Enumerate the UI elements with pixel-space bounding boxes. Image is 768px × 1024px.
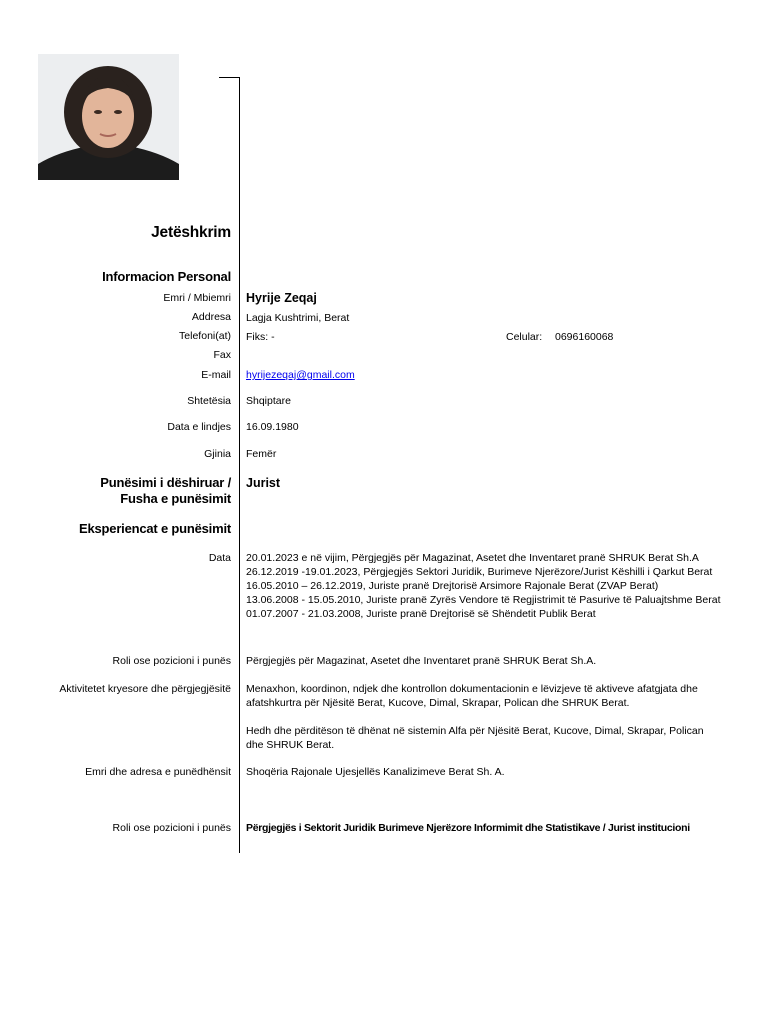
profile-photo — [38, 54, 179, 180]
nationality-value: Shqiptare — [246, 395, 291, 407]
nationality-label: Shtetësia — [187, 395, 231, 407]
mobile-value: 0696160068 — [555, 331, 614, 343]
activities-p2-line1: Hedh dhe përditëson të dhënat në sistemin Alfa për Njësitë Berat, Kucove, Dimal, Skrapar, Polican — [246, 725, 704, 737]
activities-p1-line2: afatshkurtra për Njësitë Berat, Kucove, Dimal, Skrapar, Polican dhe SHRUK Berat. — [246, 697, 630, 709]
role2-value: Përgjegjës i Sektorit Juridik Burimeve Njerëzore Informimit dhe Statistikave / Jurist institucioni — [246, 822, 690, 834]
email-link[interactable]: hyrijezeqaj@gmail.com — [246, 369, 355, 381]
address-label: Addresa — [191, 311, 231, 323]
activities-p2-line2: dhe SHRUK Berat. — [246, 739, 335, 751]
personal-info-heading: Informacion Personal — [102, 269, 231, 284]
date-entry-3: 16.05.2010 – 26.12.2019, Juriste pranë Drejtorisë Arsimore Rajonale Berat (ZVAP Berat) — [246, 580, 659, 592]
experience-heading: Eksperiencat e punësimit — [79, 521, 231, 536]
name-label: Emri / Mbiemri — [163, 292, 231, 304]
fax-label: Fax — [213, 349, 231, 361]
activities-label: Aktivitetet kryesore dhe përgjegjësitë — [59, 683, 231, 695]
email-label: E-mail — [201, 369, 231, 381]
date-label: Data — [208, 552, 231, 564]
page-title: Jetëshkrim — [151, 224, 231, 241]
gender-label: Gjinia — [204, 448, 231, 460]
employer-value: Shoqëria Rajonale Ujesjellës Kanalizimeve Berat Sh. A. — [246, 766, 505, 778]
desired-employment-value: Jurist — [246, 476, 281, 490]
gender-value: Femër — [246, 448, 277, 460]
full-name: Hyrije Zeqaj — [246, 291, 317, 305]
employer-label: Emri dhe adresa e punëdhënsit — [85, 766, 231, 778]
activities-paragraph-2 — [246, 724, 704, 752]
phone-label: Telefoni(at) — [179, 330, 231, 342]
portrait-image — [38, 54, 179, 180]
desired-employment-line1: Punësimi i dëshiruar / — [100, 475, 231, 490]
date-entry-1: 20.01.2023 e në vijim, Përgjegjës për Magazinat, Asetet dhe Inventaret pranë SHRUK Berat Sh.A — [246, 552, 699, 564]
activities-paragraph-1 — [246, 682, 698, 710]
date-entry-2: 26.12.2019 -19.01.2023, Përgjegjës Sektori Juridik, Burimeve Njerëzore/Jurist Këshilli i Qarkut Berat — [246, 566, 713, 578]
phone-fixed: Fiks: - — [246, 331, 275, 343]
vertical-divider — [239, 77, 240, 853]
desired-employment-line2: Fusha e punësimit — [120, 491, 231, 506]
date-entry-4: 13.06.2008 - 15.05.2010, Juriste pranë Zyrës Vendore të Regjistrimit të Pasurive të Paluajtshme Berat — [246, 594, 721, 606]
desired-employment-heading — [100, 475, 231, 507]
divider-tick — [219, 77, 240, 78]
birth-date-value: 16.09.1980 — [246, 421, 299, 433]
date-entry-5: 01.07.2007 - 21.03.2008, Juriste pranë Drejtorisë së Shëndetit Publik Berat — [246, 608, 596, 620]
role2-label: Roli ose pozicioni i punës — [112, 822, 231, 834]
role-value: Përgjegjës për Magazinat, Asetet dhe Inventaret pranë SHRUK Berat Sh.A. — [246, 655, 597, 667]
address-value: Lagja Kushtrimi, Berat — [246, 312, 350, 324]
date-list — [246, 551, 721, 621]
activities-p1-line1: Menaxhon, koordinon, ndjek dhe kontrollon dokumentacionin e lëvizjeve të aktiveve afatgjata dhe — [246, 683, 698, 695]
birth-date-label: Data e lindjes — [167, 421, 231, 433]
role-label: Roli ose pozicioni i punës — [112, 655, 231, 667]
mobile-label: Celular: — [506, 331, 543, 343]
